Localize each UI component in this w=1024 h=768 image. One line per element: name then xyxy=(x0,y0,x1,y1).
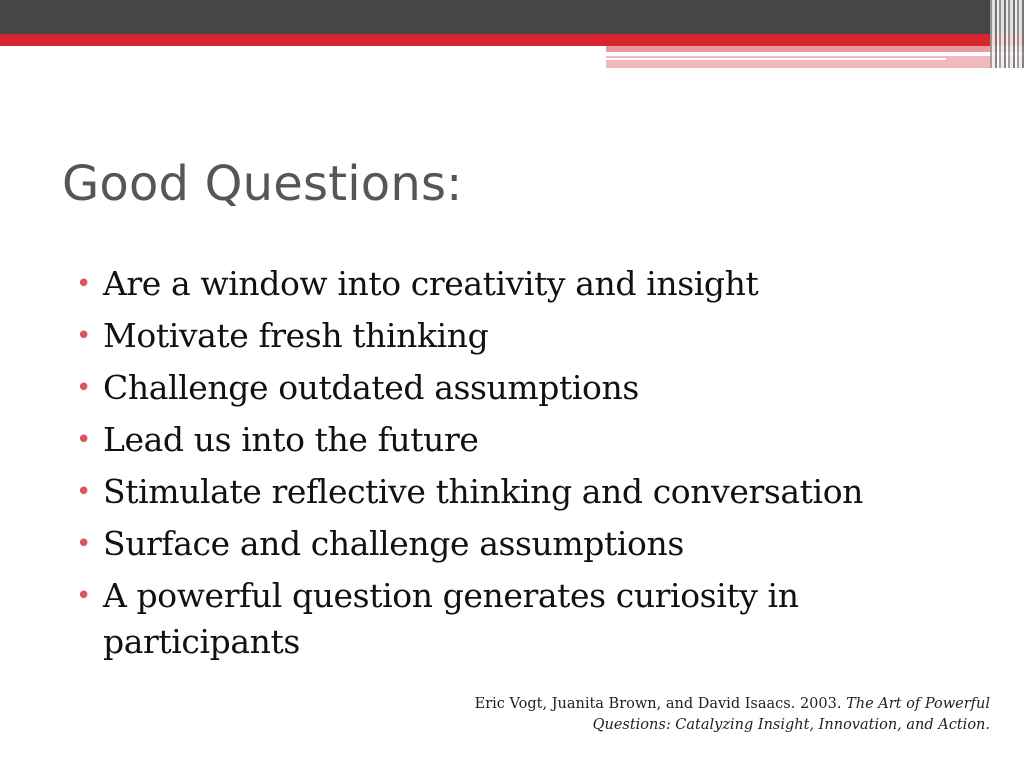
citation-authors: Eric Vogt, Juanita Brown, and David Isaacs. 2003. xyxy=(474,696,842,712)
bullet-text: Stimulate reflective thinking and conversation xyxy=(103,472,864,511)
bullet-icon: • xyxy=(76,581,91,611)
header-stripes-decoration xyxy=(990,0,1024,68)
bullet-icon: • xyxy=(76,477,91,507)
header-red-band xyxy=(0,34,1024,46)
bullet-icon: • xyxy=(76,269,91,299)
bullet-text: Are a window into creativity and insight xyxy=(103,264,759,303)
bullet-text: Challenge outdated assumptions xyxy=(103,368,639,407)
bullet-text: A powerful question generates curiosity in participants xyxy=(103,576,799,661)
list-item xyxy=(76,570,956,665)
list-item xyxy=(76,414,956,466)
citation-title: The Art of Powerful Questions: Catalyzing Insight, Innovation, and Action. xyxy=(592,696,990,733)
bullet-text: Lead us into the future xyxy=(103,420,479,459)
bullet-icon: • xyxy=(76,373,91,403)
citation xyxy=(430,694,990,736)
bullet-list xyxy=(76,258,956,665)
list-item xyxy=(76,518,956,570)
header-thin-line xyxy=(606,58,946,60)
bullet-icon: • xyxy=(76,529,91,559)
slide-title: Good Questions: xyxy=(62,156,463,212)
bullet-icon: • xyxy=(76,321,91,351)
header-dark-band xyxy=(0,0,1024,34)
list-item xyxy=(76,466,956,518)
bullet-text: Surface and challenge assumptions xyxy=(103,524,684,563)
bullet-text: Motivate fresh thinking xyxy=(103,316,489,355)
bullet-icon: • xyxy=(76,425,91,455)
list-item xyxy=(76,310,956,362)
list-item xyxy=(76,258,956,310)
list-item xyxy=(76,362,956,414)
